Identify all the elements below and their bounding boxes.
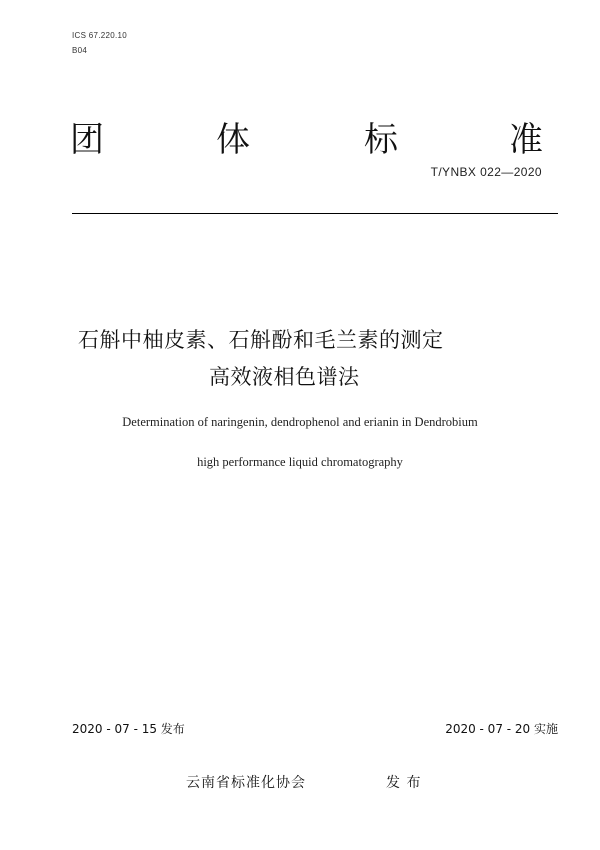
implement-date: 2020 - 07 - 20 实施 (445, 722, 558, 736)
title-en-line2: high performance liquid chromatography (197, 455, 403, 469)
ccs-code: B04 (72, 46, 88, 55)
standard-type-char-1: 团 (70, 120, 104, 160)
standard-type-char-2: 体 (216, 120, 250, 160)
title-cn-line1: 石斛中柚皮素、石斛酚和毛兰素的测定 (78, 328, 444, 352)
title-cn-line2: 高效液相色谱法 (209, 365, 360, 389)
header-divider (72, 213, 558, 214)
standard-type-char-3: 标 (364, 120, 398, 160)
standard-type-char-4: 准 (509, 120, 543, 160)
issuer-name: 云南省标准化协会 (186, 775, 306, 791)
publish-date: 2020 - 07 - 15 发布 (72, 722, 185, 736)
title-en-line1: Determination of naringenin, dendrophenol and erianin in Dendrobium (122, 415, 478, 429)
ics-code: ICS 67.220.10 (72, 31, 128, 40)
standard-number: T/YNBX 022—2020 (430, 165, 542, 179)
issuer-action: 发 布 (386, 775, 422, 791)
